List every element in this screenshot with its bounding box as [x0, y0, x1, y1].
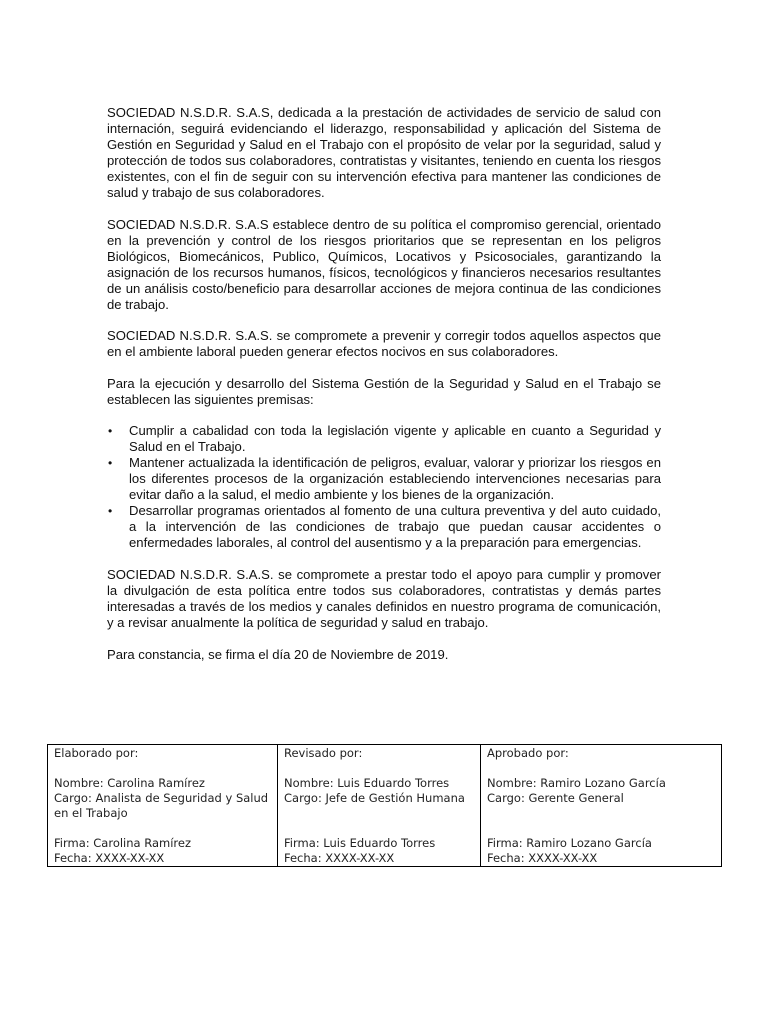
paragraph-commitment	[107, 105, 661, 201]
signature-cell-elaborado	[48, 745, 278, 867]
cell-cargo: Cargo: Jefe de Gestión Humana	[284, 791, 465, 805]
bullet-icon: •	[108, 456, 113, 470]
bullet-icon: •	[108, 504, 113, 518]
cell-nombre: Nombre: Luis Eduardo Torres	[284, 776, 450, 790]
list-item-text: Mantener actualizada la identificación de peligros, evaluar, valorar y priorizar los riesgos en los diferentes procesos de la organización estableciendo intervenciones necesarias para evitar daño a la salud, el medio ambiente y los bienes de la organización.	[129, 455, 661, 502]
cell-firma: Firma: Luis Eduardo Torres	[284, 836, 436, 850]
cell-header: Aprobado por:	[487, 746, 569, 760]
cell-cargo: Cargo: Analista de Seguridad y Salud en el Trabajo	[54, 791, 269, 820]
cell-nombre: Nombre: Ramiro Lozano García	[487, 776, 666, 790]
signature-cell-revisado	[278, 745, 481, 867]
company-name: SOCIEDAD N.S.D.R. S.A.S	[107, 105, 270, 120]
list-item	[107, 455, 661, 503]
cell-firma: Firma: Carolina Ramírez	[54, 836, 192, 850]
cell-header: Elaborado por:	[54, 746, 139, 760]
paragraph-support: SOCIEDAD N.S.D.R. S.A.S. se compromete a prestar todo el apoyo para cumplir y promover la divulgación de esta política entre todos sus colaboradores, contratistas y demás partes interesadas a través de los medios y canales definidos en nuestro programa de comunicación, y a revisar anualmente la política de seguridad y salud en trabajo.	[107, 567, 661, 630]
list-item-text: Desarrollar programas orientados al fomento de una cultura preventiva y del auto cuidado, a la intervención de las condiciones de trabajo que puedan causar accidentes o enfermedades laborales, al control del ausentismo y a la preparación para emergencias.	[129, 503, 661, 550]
cell-nombre: Nombre: Carolina Ramírez	[54, 776, 205, 790]
cell-fecha: Fecha: XXXX-XX-XX	[54, 851, 165, 865]
list-item	[107, 503, 661, 551]
paragraph-text: . se compromete a prevenir y corregir todos aquellos aspectos que en el ambiente laboral pueden generar efectos nocivos en sus colaboradores.	[107, 328, 661, 359]
company-name: SOCIEDAD N.S.D.R. S.A.S	[107, 328, 269, 343]
cell-cargo: Cargo: Gerente General	[487, 791, 624, 805]
paragraph-signing-date: Para constancia, se firma el día 20 de Noviembre de 2019.	[107, 646, 449, 662]
table-row	[48, 745, 722, 867]
paragraph-prevention	[107, 328, 661, 360]
paragraph-management-commitment: SOCIEDAD N.S.D.R. S.A.S establece dentro de su política el compromiso gerencial, orientado en la prevención y control de los riesgos prioritarios que se representan en los peligros Biológicos, Biomecánicos, Publico, Químicos, Locativos y Psicosociales, garantizando la asignación de los recursos humanos, físicos, tecnológicos y financieros necesarios resultantes de un análisis costo/beneficio para desarrollar acciones de mejora continua de las condiciones de trabajo.	[107, 216, 661, 312]
paragraph-premises-intro: Para la ejecución y desarrollo del Sistema Gestión de la Seguridad y Salud en el Trabajo se establecen las siguientes premisas:	[107, 375, 661, 407]
cell-fecha: Fecha: XXXX-XX-XX	[284, 851, 395, 865]
premises-list	[107, 423, 661, 551]
bullet-icon: •	[108, 424, 113, 438]
list-item	[107, 423, 661, 455]
cell-firma: Firma: Ramiro Lozano García	[487, 836, 652, 850]
policy-body	[107, 105, 661, 678]
list-item-text: Cumplir a cabalidad con toda la legislación vigente y aplicable en cuanto a Seguridad y Salud en el Trabajo.	[129, 423, 661, 454]
paragraph-text: , dedicada a la prestación de actividades de servicio de salud con internación, seguirá evidenciando el liderazgo, responsabilidad y aplicación del Sistema de Gestión en Seguridad y Salud en el Trabajo con el propósito de velar por la seguridad, salud y protección de todos sus colaboradores, contratistas y visitantes, teniendo en cuenta los riesgos existentes, con el fin de seguir con su intervención efectiva para mantener las condiciones de salud y trabajo de sus colaboradores.	[107, 105, 662, 200]
signature-cell-aprobado	[481, 745, 722, 867]
cell-fecha: Fecha: XXXX-XX-XX	[487, 851, 598, 865]
cell-header: Revisado por:	[284, 746, 363, 760]
signature-table	[47, 744, 722, 867]
